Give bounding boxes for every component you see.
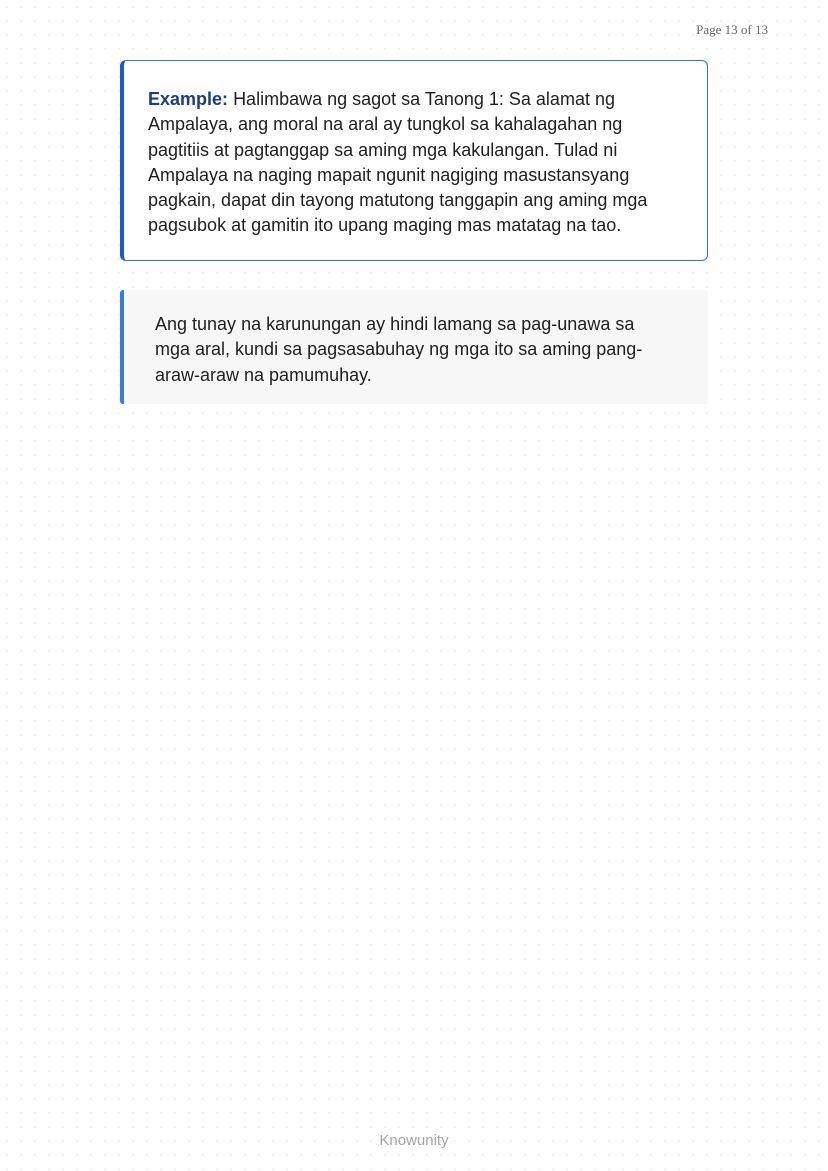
quote-callout: [120, 290, 708, 404]
page-number: Page 13 of 13: [696, 22, 768, 37]
quote-text: Ang tunay na karunungan ay hindi lamang sa pag-unawa sa mga aral, kundi sa pagsasabuhay ng mga ito sa aming pang-araw-araw na pamumuhay.: [155, 314, 643, 385]
example-label: Example:: [148, 89, 229, 109]
example-callout: [120, 60, 708, 261]
brand-footer: Knowunity: [379, 1132, 449, 1149]
example-text: Halimbawa ng sagot sa Tanong 1: Sa alamat ng Ampalaya, ang moral na aral ay tungkol sa kahalagahan ng pagtitiis at pagtanggap sa aming mga kakulangan. Tulad ni Ampalaya na naging mapait ngunit nagiging masustansyang pagkain, dapat din tayong matutong tanggapin ang aming mga pagsubok at gamitin ito upang maging mas matatag na tao.: [148, 89, 648, 236]
